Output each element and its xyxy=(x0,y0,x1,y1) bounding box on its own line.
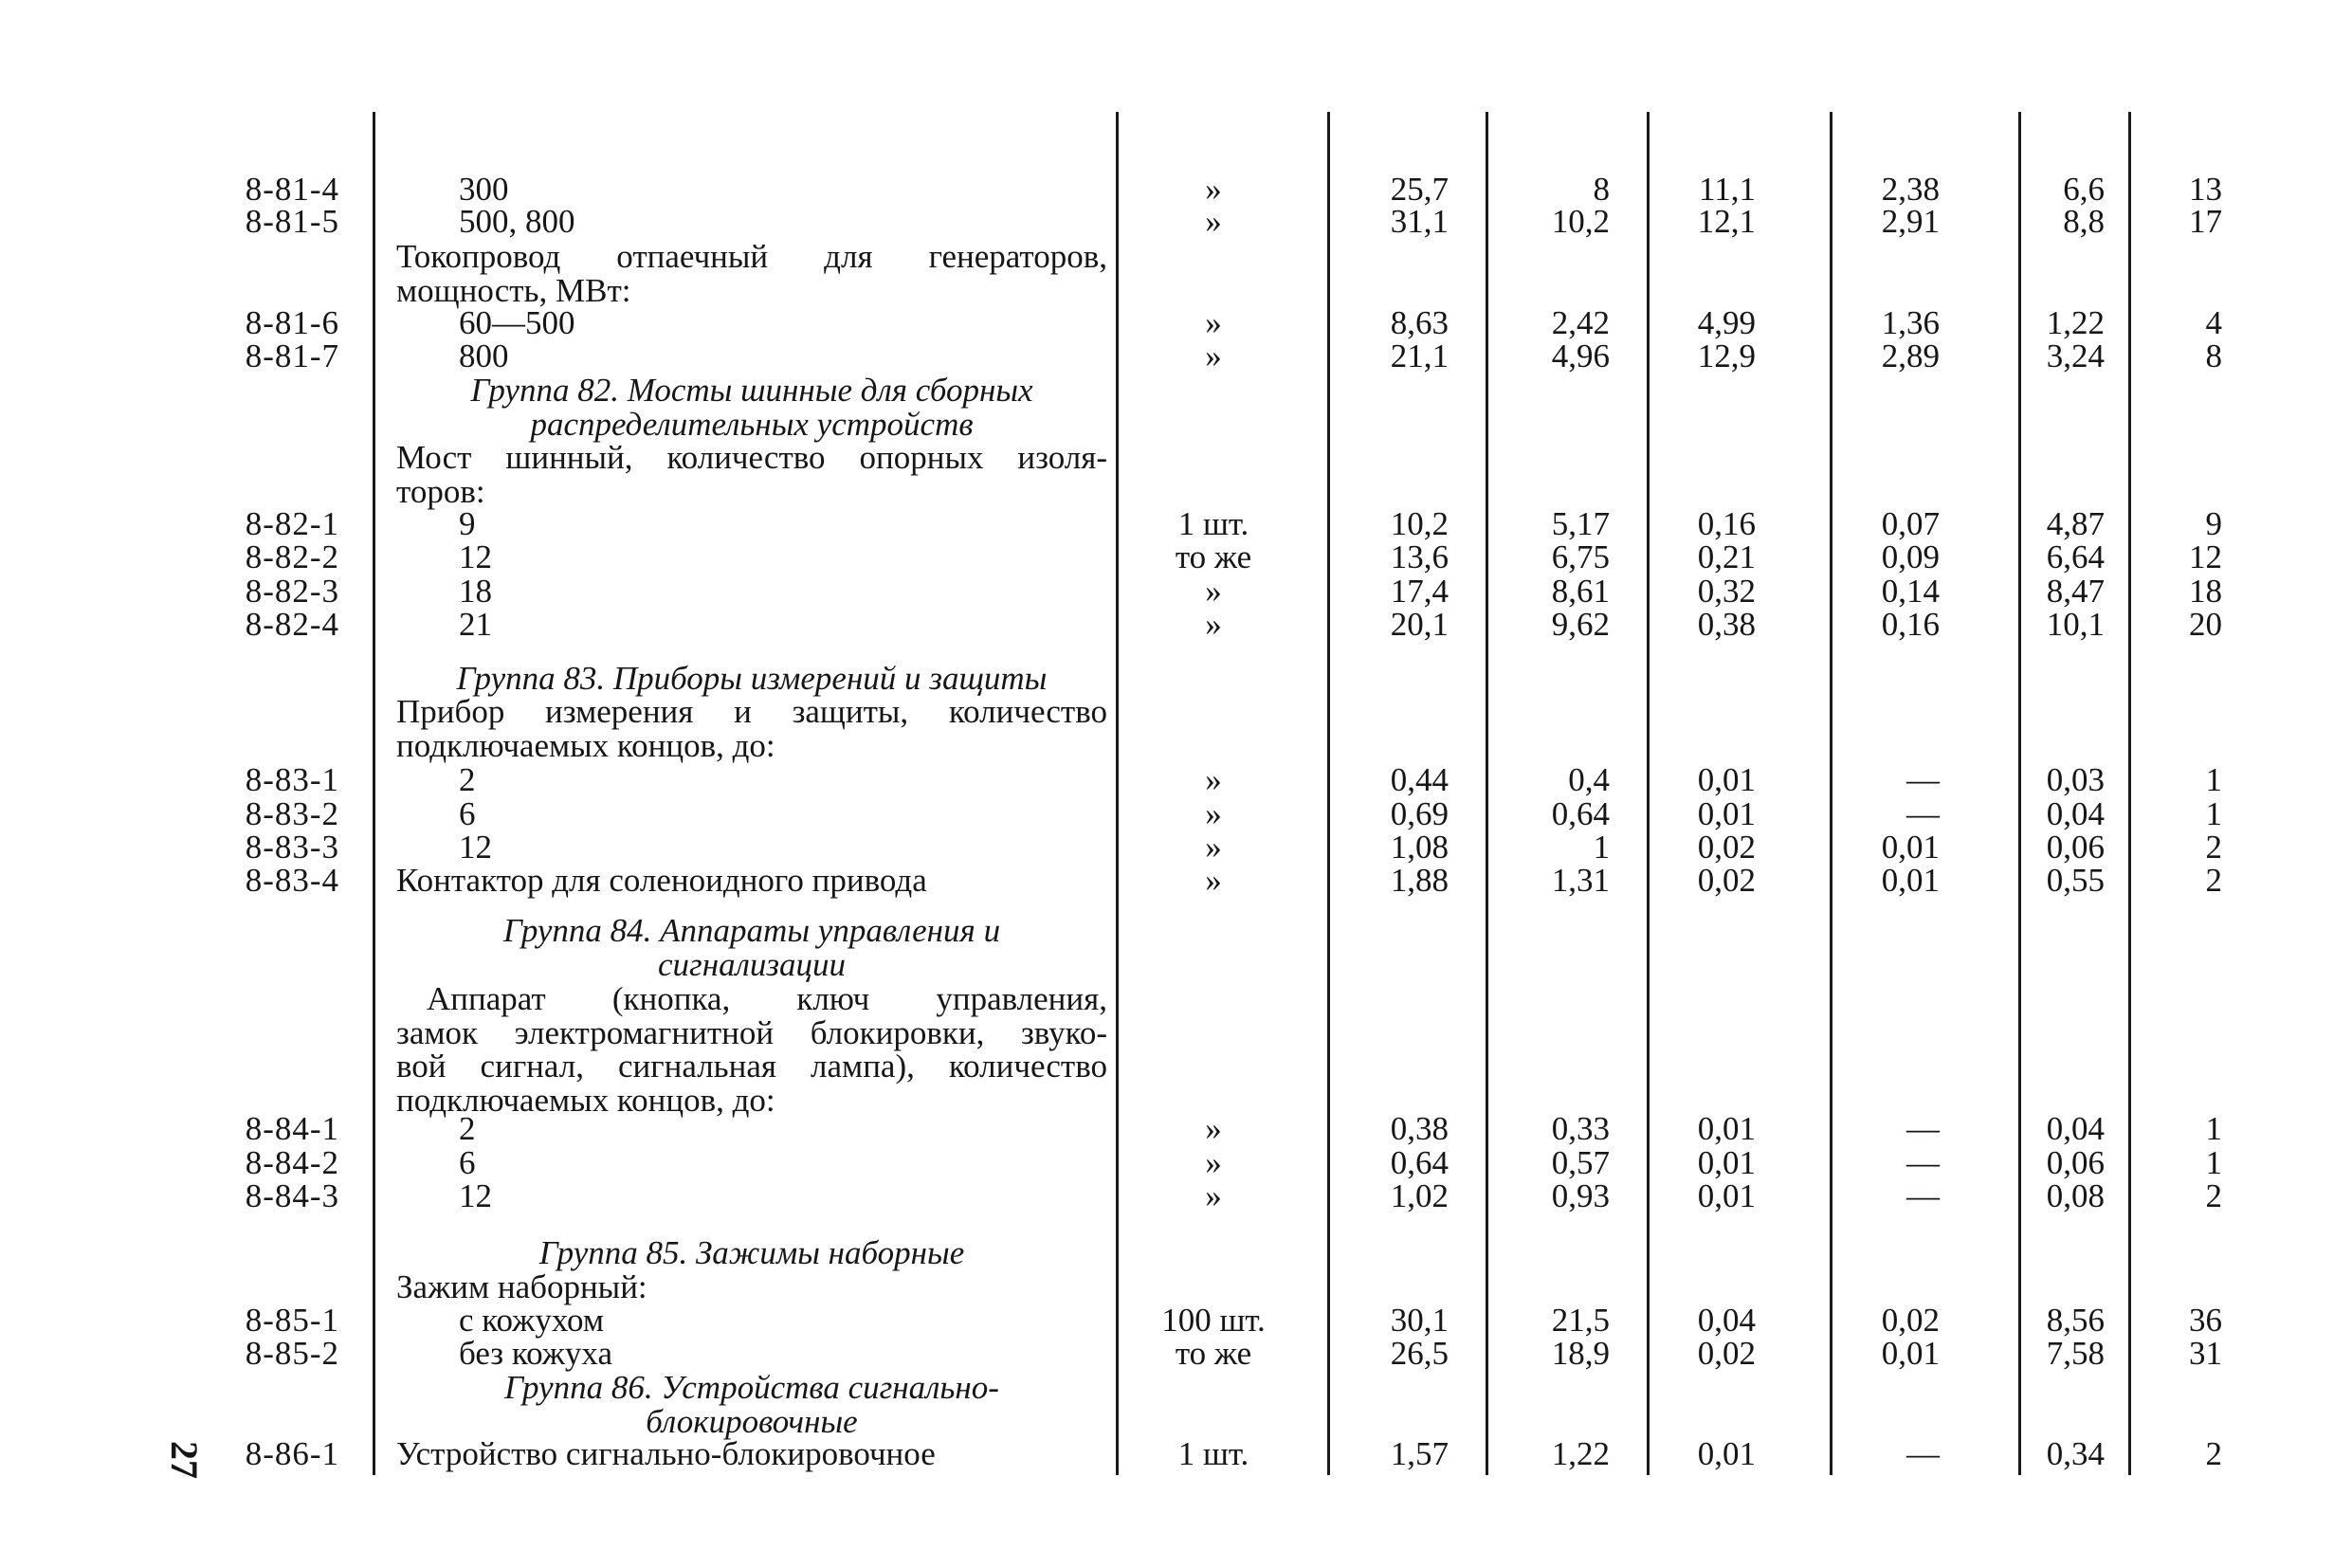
row-value: 0,02 xyxy=(1697,862,1756,899)
row-label: 12 xyxy=(459,829,492,866)
row-unit: то же xyxy=(1175,538,1252,575)
row-value: 2,89 xyxy=(1881,337,1940,374)
row-value: 6,75 xyxy=(1551,538,1610,575)
row-unit: 1 шт. xyxy=(1177,1435,1249,1472)
row-label: 800 xyxy=(459,337,509,374)
row-value: 4,99 xyxy=(1697,304,1756,341)
row-value: 18,9 xyxy=(1551,1335,1610,1372)
description-zazhim: Зажим наборный: xyxy=(396,1268,647,1305)
row-code: 8-81-5 xyxy=(245,203,339,240)
row-value: — xyxy=(1906,1435,1940,1472)
row-value: 0,34 xyxy=(2046,1435,2105,1472)
description-apparat: Аппарат (кнопка, ключ управления, замок электромагнитной блокировки, звуко- вой сигнал, сигнальная лампа), количество подключаемых концов, до: xyxy=(396,980,1107,1119)
row-value: 2 xyxy=(2205,1435,2222,1472)
row-value: 6,64 xyxy=(2046,538,2105,575)
row-value: 10,1 xyxy=(2046,606,2105,643)
column-rule xyxy=(373,112,375,1475)
row-value: 21,5 xyxy=(1551,1302,1610,1339)
description-most: Мост шинный, количество опорных изоля- торов: xyxy=(396,439,1107,510)
row-code: 8-81-4 xyxy=(245,171,339,208)
row-value: 0,02 xyxy=(1697,1335,1756,1372)
row-value: 20,1 xyxy=(1390,606,1449,643)
row-value: 1,22 xyxy=(1551,1435,1610,1472)
row-value: 0,04 xyxy=(1697,1302,1756,1339)
row-value: 10,2 xyxy=(1551,203,1610,240)
row-unit: то же xyxy=(1175,1335,1252,1372)
row-value: — xyxy=(1906,1144,1940,1181)
row-value: 0,32 xyxy=(1697,573,1756,610)
row-value: 8,56 xyxy=(2046,1302,2105,1339)
row-label: 21 xyxy=(459,606,492,643)
row-value: 0,01 xyxy=(1697,761,1756,798)
row-unit: » xyxy=(1205,795,1222,832)
row-value: 0,01 xyxy=(1697,795,1756,832)
row-value: 0,44 xyxy=(1390,761,1449,798)
row-label: 300 xyxy=(459,171,509,208)
row-unit: » xyxy=(1205,1177,1222,1214)
row-value: 8 xyxy=(2205,337,2222,374)
row-value: 8 xyxy=(1593,171,1610,208)
row-value: 0,01 xyxy=(1697,1435,1756,1472)
row-unit: » xyxy=(1205,337,1222,374)
row-value: 0,06 xyxy=(2046,1144,2105,1181)
row-value: 1,22 xyxy=(2046,304,2105,341)
row-value: — xyxy=(1906,1110,1940,1147)
row-value: 1,57 xyxy=(1390,1435,1449,1472)
row-unit: 100 шт. xyxy=(1161,1302,1266,1339)
row-value: 0,09 xyxy=(1881,538,1940,575)
row-code: 8-82-2 xyxy=(245,538,339,575)
page-number: 27 xyxy=(163,1441,206,1479)
row-unit: » xyxy=(1205,573,1222,610)
row-label: 12 xyxy=(459,538,492,575)
row-value: 31 xyxy=(2189,1335,2222,1372)
row-code: 8-82-3 xyxy=(245,573,339,610)
description-pribor: Прибор измерения и защиты, количество подключаемых концов, до: xyxy=(396,693,1107,764)
row-value: 0,69 xyxy=(1390,795,1449,832)
row-value: 0,01 xyxy=(1881,862,1940,899)
row-value: 0,01 xyxy=(1697,1177,1756,1214)
row-unit: » xyxy=(1205,1144,1222,1181)
group-83-heading: Группа 83. Приборы измерений и защиты xyxy=(456,660,1048,697)
row-value: 4,87 xyxy=(2046,505,2105,542)
row-value: 26,5 xyxy=(1390,1335,1449,1372)
row-label: 500, 800 xyxy=(459,203,575,240)
row-value: 0,33 xyxy=(1551,1110,1610,1147)
row-value: 18 xyxy=(2189,573,2222,610)
row-label: 6 xyxy=(459,795,476,832)
row-value: 12,9 xyxy=(1697,337,1756,374)
row-unit: » xyxy=(1205,304,1222,341)
row-value: 0,08 xyxy=(2046,1177,2105,1214)
row-value: 0,38 xyxy=(1390,1110,1449,1147)
row-label: 12 xyxy=(459,1177,492,1214)
group-84-heading: Группа 84. Аппараты управления и сигнализации xyxy=(502,912,1001,983)
row-value: 8,8 xyxy=(2063,203,2105,240)
row-label: Устройство сигнально-блокировочное xyxy=(396,1435,936,1472)
row-value: 6,6 xyxy=(2063,171,2105,208)
row-value: 0,04 xyxy=(2046,1110,2105,1147)
row-code: 8-85-2 xyxy=(245,1335,339,1372)
row-label: 18 xyxy=(459,573,492,610)
row-value: 1 xyxy=(2205,1144,2222,1181)
row-code: 8-83-3 xyxy=(245,829,339,866)
row-value: 0,21 xyxy=(1697,538,1756,575)
row-value: 11,1 xyxy=(1699,171,1756,208)
row-value: 12 xyxy=(2189,538,2222,575)
row-value: 13,6 xyxy=(1390,538,1449,575)
row-value: 0,16 xyxy=(1881,606,1940,643)
row-value: 0,64 xyxy=(1551,795,1610,832)
row-code: 8-81-6 xyxy=(245,304,339,341)
row-value: 20 xyxy=(2189,606,2222,643)
row-value: 25,7 xyxy=(1390,171,1449,208)
row-value: 2 xyxy=(2205,829,2222,866)
row-value: 21,1 xyxy=(1390,337,1449,374)
row-value: 17,4 xyxy=(1390,573,1449,610)
row-value: 13 xyxy=(2189,171,2222,208)
row-value: 0,16 xyxy=(1697,505,1756,542)
row-value: 9 xyxy=(2205,505,2222,542)
row-value: 31,1 xyxy=(1390,203,1449,240)
row-value: 0,57 xyxy=(1551,1144,1610,1181)
row-value: 36 xyxy=(2189,1302,2222,1339)
row-value: 8,63 xyxy=(1390,304,1449,341)
row-value: 0,04 xyxy=(2046,795,2105,832)
row-value: 1 xyxy=(2205,761,2222,798)
row-value: 8,61 xyxy=(1551,573,1610,610)
row-code: 8-84-1 xyxy=(245,1110,339,1147)
row-code: 8-82-1 xyxy=(245,505,339,542)
row-value: 0,07 xyxy=(1881,505,1940,542)
row-value: 1 xyxy=(1593,829,1610,866)
row-label: Контактор для соленоидного привода xyxy=(396,862,927,899)
row-value: 0,01 xyxy=(1697,1144,1756,1181)
row-label: с кожухом xyxy=(459,1302,604,1339)
row-label: без кожуха xyxy=(459,1335,612,1372)
row-value: — xyxy=(1906,1177,1940,1214)
row-value: 1,08 xyxy=(1390,829,1449,866)
row-code: 8-84-2 xyxy=(245,1144,339,1181)
row-value: 2,42 xyxy=(1551,304,1610,341)
row-value: 1,88 xyxy=(1390,862,1449,899)
row-code: 8-81-7 xyxy=(245,337,339,374)
row-code: 8-85-1 xyxy=(245,1302,339,1339)
row-unit: 1 шт. xyxy=(1177,505,1249,542)
row-label: 2 xyxy=(459,1110,476,1147)
row-value: 0,55 xyxy=(2046,862,2105,899)
row-value: 0,01 xyxy=(1697,1110,1756,1147)
row-value: 30,1 xyxy=(1390,1302,1449,1339)
row-code: 8-86-1 xyxy=(245,1435,339,1472)
row-label: 60—500 xyxy=(459,304,575,341)
group-82-heading: Группа 82. Мосты шинные для сборных распределительных устройств xyxy=(470,372,1033,443)
row-value: 4,96 xyxy=(1551,337,1610,374)
row-value: 1,36 xyxy=(1881,304,1940,341)
row-value: 1,02 xyxy=(1390,1177,1449,1214)
row-unit: » xyxy=(1205,761,1222,798)
row-value: 0,38 xyxy=(1697,606,1756,643)
row-value: 4 xyxy=(2205,304,2222,341)
row-value: 0,01 xyxy=(1881,829,1940,866)
row-value: 10,2 xyxy=(1390,505,1449,542)
row-value: 8,47 xyxy=(2046,573,2105,610)
row-label: 6 xyxy=(459,1144,476,1181)
row-label: 9 xyxy=(459,505,476,542)
row-value: 2,91 xyxy=(1881,203,1940,240)
row-unit: » xyxy=(1205,606,1222,643)
row-value: 2,38 xyxy=(1881,171,1940,208)
group-86-heading: Группа 86. Устройства сигнально- блокировочные xyxy=(504,1369,999,1440)
row-unit: » xyxy=(1205,829,1222,866)
row-code: 8-83-1 xyxy=(245,761,339,798)
row-value: 0,14 xyxy=(1881,573,1940,610)
row-unit: » xyxy=(1205,862,1222,899)
row-value: 7,58 xyxy=(2046,1335,2105,1372)
description-tokoprovod: Токопровод отпаечный для генераторов, мощность, МВт: xyxy=(396,238,1107,309)
row-value: 0,02 xyxy=(1881,1302,1940,1339)
row-value: — xyxy=(1906,795,1940,832)
column-rule xyxy=(2128,112,2131,1475)
row-value: 1,31 xyxy=(1551,862,1610,899)
row-unit: » xyxy=(1205,1110,1222,1147)
group-85-heading: Группа 85. Зажимы наборные xyxy=(538,1234,965,1271)
row-value: 3,24 xyxy=(2046,337,2105,374)
row-value: 2 xyxy=(2205,1177,2222,1214)
row-value: 2 xyxy=(2205,862,2222,899)
row-value: 12,1 xyxy=(1697,203,1756,240)
row-value: 0,4 xyxy=(1568,761,1610,798)
row-unit: » xyxy=(1205,203,1222,240)
row-value: 1 xyxy=(2205,795,2222,832)
row-value: 0,93 xyxy=(1551,1177,1610,1214)
row-value: 0,02 xyxy=(1697,829,1756,866)
row-value: — xyxy=(1906,761,1940,798)
row-value: 5,17 xyxy=(1551,505,1610,542)
row-value: 0,06 xyxy=(2046,829,2105,866)
row-value: 17 xyxy=(2189,203,2222,240)
row-code: 8-82-4 xyxy=(245,606,339,643)
row-value: 1 xyxy=(2205,1110,2222,1147)
row-code: 8-83-4 xyxy=(245,862,339,899)
row-value: 0,01 xyxy=(1881,1335,1940,1372)
row-value: 0,64 xyxy=(1390,1144,1449,1181)
row-value: 9,62 xyxy=(1551,606,1610,643)
row-code: 8-84-3 xyxy=(245,1177,339,1214)
row-code: 8-83-2 xyxy=(245,795,339,832)
row-label: 2 xyxy=(459,761,476,798)
row-value: 0,03 xyxy=(2046,761,2105,798)
row-unit: » xyxy=(1205,171,1222,208)
